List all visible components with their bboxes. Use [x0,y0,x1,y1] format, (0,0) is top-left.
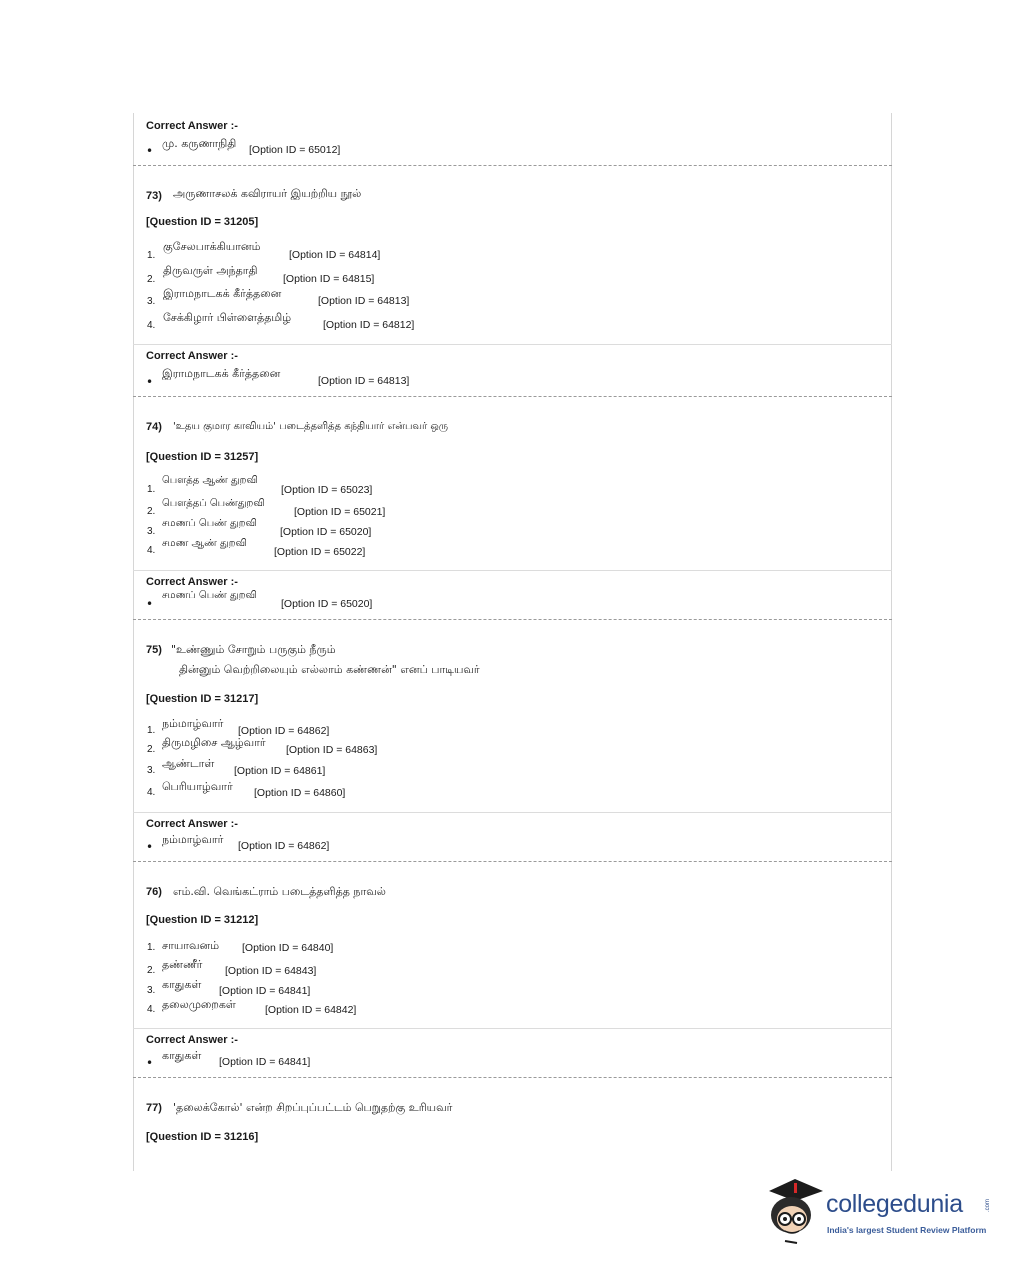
option-number: 4. [147,320,156,331]
option-number: 3. [147,985,156,996]
correct-answer-text: மு. கருணாநிதி [162,137,237,150]
question-text: அருணாசலக் கவிராயர் இயற்றிய நூல் [173,187,362,200]
logo-suffix: .com [985,1199,991,1213]
page-border-right [891,113,892,1171]
answer-bullet: • [146,1056,154,1070]
option-text: பெரியாழ்வார் [162,780,233,793]
answer-separator [133,812,892,813]
option-number: 1. [147,725,156,736]
question-text: 'உதய குமார காவியம்' படைத்தளித்த கந்தியார் என்பவர் ஒரு [173,421,448,432]
correct-answer-option-id: [Option ID = 65020] [281,598,373,610]
option-number: 4. [147,545,156,556]
option-text: சாயாவனம் [162,939,220,952]
option-id: [Option ID = 64840] [242,942,334,954]
option-text: சேக்கிழார் பிள்ளைத்தமிழ் [163,311,292,324]
question-divider [133,396,892,397]
option-id: [Option ID = 65020] [280,526,372,538]
option-number: 2. [147,506,156,517]
question-divider [133,861,892,862]
question-id: [Question ID = 31216] [146,1131,259,1143]
option-number: 2. [147,965,156,976]
question-id: [Question ID = 31212] [146,914,259,926]
graduate-mascot-icon [765,1177,827,1245]
option-text: திருமழிசை ஆழ்வார் [162,736,266,749]
question-id: [Question ID = 31217] [146,693,259,705]
option-number: 3. [147,526,156,537]
answer-separator [133,344,892,345]
correct-answer-option-id: [Option ID = 64813] [318,375,410,387]
option-text: குசேலபாக்கியானம் [163,240,261,253]
page-border-left [133,113,134,1171]
option-text: சமணப் பெண் துறவி [162,518,257,529]
answer-separator [133,570,892,571]
correct-answer-label: Correct Answer :- [146,120,238,132]
correct-answer-text: காதுகள் [162,1049,202,1062]
question-text: எம்.வி. வெங்கட்ராம் படைத்தளித்த நாவல் [173,885,386,898]
question-number: 73) [146,190,162,202]
option-id: [Option ID = 64843] [225,965,317,977]
question-divider [133,165,892,166]
option-id: [Option ID = 65022] [274,546,366,558]
question-divider [133,1077,892,1078]
question-number: 76) [146,886,162,898]
question-number: 75) [146,644,162,656]
option-number: 4. [147,1004,156,1015]
question-id: [Question ID = 31257] [146,451,259,463]
option-id: [Option ID = 64815] [283,273,375,285]
option-number: 4. [147,787,156,798]
option-text: பௌத்த ஆண் துறவி [162,475,258,486]
option-text: ஆண்டாள் [162,757,215,770]
correct-answer-text: நம்மாழ்வார் [162,833,224,846]
logo-wordmark: collegedunia [826,1190,963,1218]
question-number: 74) [146,421,162,433]
option-id: [Option ID = 64841] [219,985,311,997]
answer-bullet: • [146,840,154,854]
option-id: [Option ID = 64861] [234,765,326,777]
correct-answer-option-id: [Option ID = 65012] [249,144,341,156]
option-text: திருவருள் அந்தாதி [163,264,258,277]
answer-separator [133,1028,892,1029]
option-id: [Option ID = 65021] [294,506,386,518]
option-text: சமண ஆண் துறவி [162,538,247,549]
option-id: [Option ID = 64813] [318,295,410,307]
option-id: [Option ID = 64860] [254,787,346,799]
correct-answer-text: சமணப் பெண் துறவி [162,590,257,601]
option-text: பௌத்தப் பெண்துறவி [162,498,265,509]
option-id: [Option ID = 64814] [289,249,381,261]
option-text: காதுகள் [162,978,202,991]
option-id: [Option ID = 64812] [323,319,415,331]
option-number: 1. [147,250,156,261]
collegedunia-logo [765,1177,995,1247]
logo-tagline: India's largest Student Review Platform [827,1225,987,1235]
option-number: 1. [147,484,156,495]
option-text: நம்மாழ்வார் [162,717,224,730]
question-paper-page [133,113,892,1171]
answer-bullet: • [146,144,154,158]
answer-bullet: • [146,597,154,611]
correct-answer-option-id: [Option ID = 64862] [238,840,330,852]
question-number: 77) [146,1102,162,1114]
correct-answer-text: இராமநாடகக் கீர்த்தனை [162,367,281,380]
correct-answer-label: Correct Answer :- [146,576,238,588]
option-number: 2. [147,744,156,755]
question-text: "உண்ணும் சோறும் பருகும் நீரும் [171,643,336,656]
question-text: 'தலைக்கோல்' என்ற சிறப்புப்பட்டம் பெறுதற்கு உரியவர் [173,1101,453,1114]
option-text: தலைமுறைகள் [162,998,236,1011]
option-number: 2. [147,274,156,285]
option-number: 3. [147,296,156,307]
option-number: 1. [147,942,156,953]
option-id: [Option ID = 65023] [281,484,373,496]
option-id: [Option ID = 64863] [286,744,378,756]
question-id: [Question ID = 31205] [146,216,259,228]
correct-answer-label: Correct Answer :- [146,350,238,362]
option-text: இராமநாடகக் கீர்த்தனை [163,287,282,300]
correct-answer-label: Correct Answer :- [146,1034,238,1046]
question-text-line2: தின்னும் வெற்றிலையும் எல்லாம் கண்ணன்" எனப் பாடியவர் [179,663,480,676]
correct-answer-label: Correct Answer :- [146,818,238,830]
answer-bullet: • [146,375,154,389]
option-text: தண்ணீர் [162,958,203,971]
option-number: 3. [147,765,156,776]
option-id: [Option ID = 64842] [265,1004,357,1016]
correct-answer-option-id: [Option ID = 64841] [219,1056,311,1068]
option-id: [Option ID = 64862] [238,725,330,737]
question-divider [133,619,892,620]
